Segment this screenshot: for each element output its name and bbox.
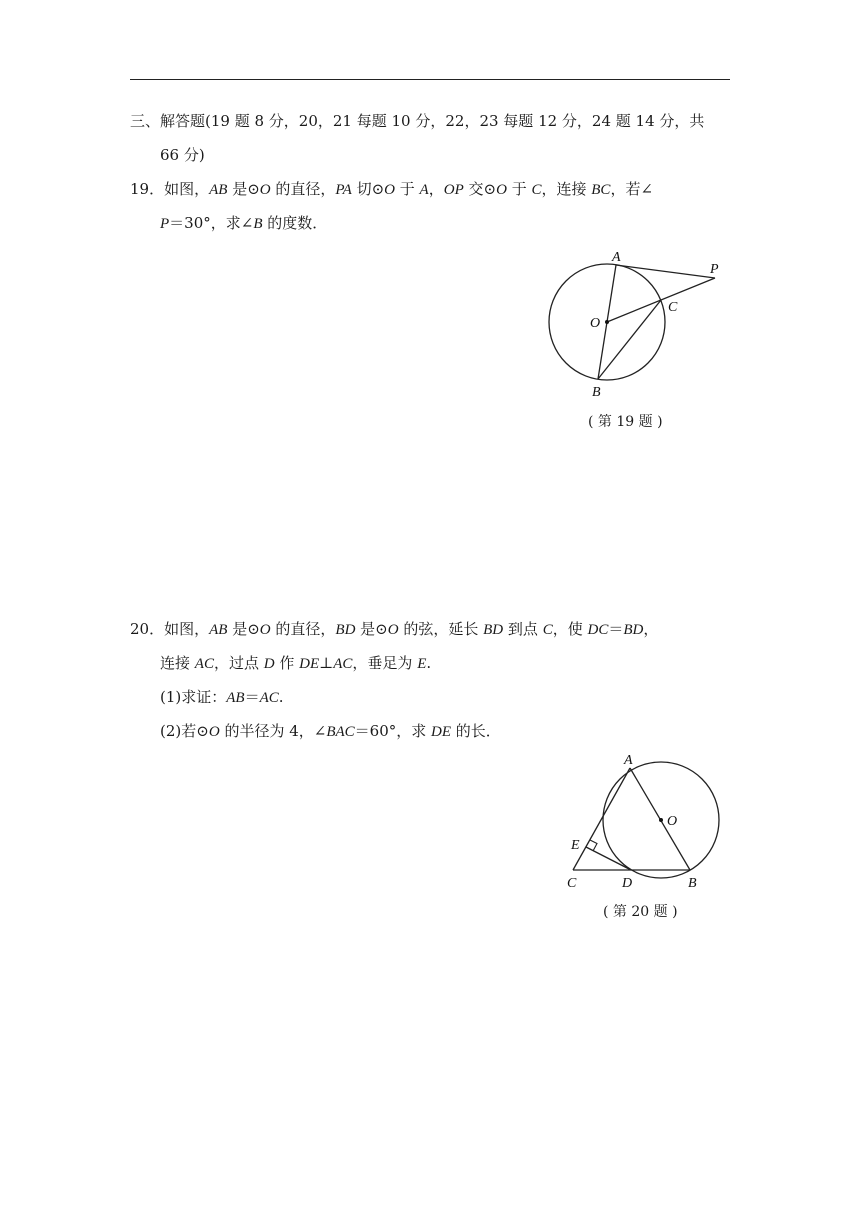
q20-label-a: A [624,753,633,768]
section-header: 三、解答题(19 题 8 分，20，21 每题 10 分，22，23 每题 12 分，24 题 14 分，共 [130,112,705,130]
q19-label-o: O [590,316,601,331]
q20-label-o: O [667,814,678,829]
q19-segment-ap [616,265,715,278]
q20-caption: ( 第 20 题 ) [603,904,678,920]
q20-label-b: B [688,876,697,891]
top-rule [130,79,730,80]
q20-number: 20． [130,620,165,638]
q19-label-p: P [710,262,719,277]
q19-label-a: A [612,250,621,265]
q20-line1: 20．如图，AB 是⊙O 的直径，BD 是⊙O 的弦，延长 BD 到点 C，使 DC＝BD， [130,620,659,638]
q19-segment-bc [598,300,661,379]
q19-label-c: C [668,300,678,315]
q20-label-c: C [567,876,577,891]
q19-center-dot [605,320,609,324]
section-header-cont: 66 分) [160,146,205,164]
q20-center-dot [659,818,663,822]
q19-line2: P＝30°，求∠B 的度数． [160,214,328,232]
q20-part2: (2)若⊙O 的半径为 4，∠BAC＝60°，求 DE 的长． [160,722,501,740]
q20-part1: (1)求证：AB＝AC. [160,688,284,706]
q20-label-d: D [622,876,633,891]
q19-caption: ( 第 19 题 ) [588,414,663,430]
q20-line2: 连接 AC，过点 D 作 DE⊥AC，垂足为 E. [160,654,432,672]
q19-figure [530,240,730,410]
q19-line1: 19．如图，AB 是⊙O 的直径，PA 切⊙O 于 A，OP 交⊙O 于 C，连接 BC，若∠ [130,180,654,198]
q20-label-e: E [571,838,580,853]
q19-number: 19． [130,180,165,198]
q20-figure [555,745,735,895]
q19-label-b: B [592,385,601,400]
